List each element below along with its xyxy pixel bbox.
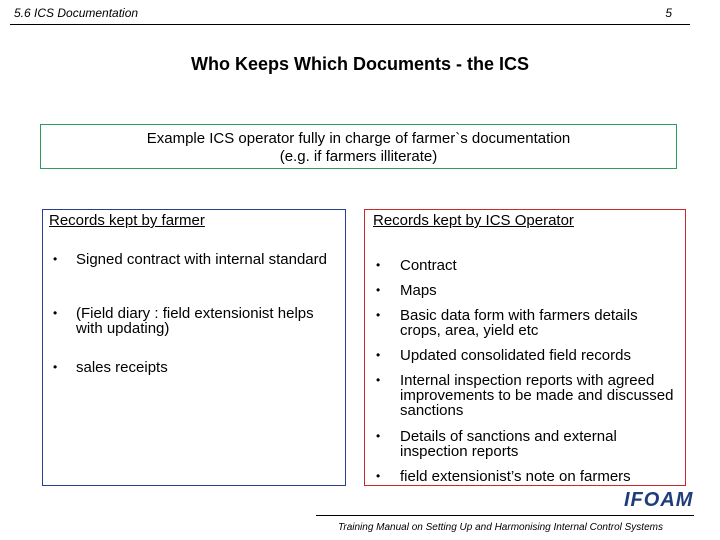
bullet-icon: • (376, 373, 381, 387)
farmer-records-box (42, 209, 346, 486)
list-item-text: Updated consolidated field records (400, 347, 631, 364)
farmer-records-heading: Records kept by farmer (49, 212, 205, 229)
footer-divider (316, 515, 694, 516)
list-item-text: field extensionist’s note on farmers (400, 468, 631, 485)
ifoam-logo: IFOAM (624, 489, 694, 511)
list-item-text: Signed contract with internal standard (76, 251, 327, 268)
list-item-text: (Field diary : field extensionist helps with updating) (76, 305, 314, 337)
list-item-text: Contract (400, 257, 457, 274)
list-item-text: Maps (400, 282, 437, 299)
bullet-icon: • (53, 252, 58, 266)
bullet-icon: • (53, 360, 58, 374)
example-line-2: (e.g. if farmers illiterate) (279, 148, 438, 165)
page-number: 5 (665, 6, 672, 20)
list-item-text: Details of sanctions and external inspection reports (400, 428, 617, 460)
bullet-icon: • (53, 306, 58, 320)
header-divider (10, 24, 690, 25)
example-line-1: Example ICS operator fully in charge of farmer`s documentation (146, 130, 571, 147)
page-title: Who Keeps Which Documents - the ICS (190, 54, 530, 74)
bullet-icon: • (376, 469, 381, 483)
operator-records-box (364, 209, 686, 486)
list-item-text: sales receipts (76, 359, 168, 376)
list-item-text: Basic data form with farmers details crops, area, yield etc (400, 307, 638, 339)
list-item-text: Internal inspection reports with agreed improvements to be made and discussed sanctions (400, 372, 674, 419)
bullet-icon: • (376, 429, 381, 443)
bullet-icon: • (376, 283, 381, 297)
operator-records-heading: Records kept by ICS Operator (373, 212, 574, 229)
section-label: 5.6 ICS Documentation (14, 6, 139, 20)
bullet-icon: • (376, 308, 381, 322)
bullet-icon: • (376, 258, 381, 272)
bullet-icon: • (376, 348, 381, 362)
footer-text: Training Manual on Setting Up and Harmonising Internal Control Systems (338, 522, 663, 533)
example-box (40, 124, 677, 169)
